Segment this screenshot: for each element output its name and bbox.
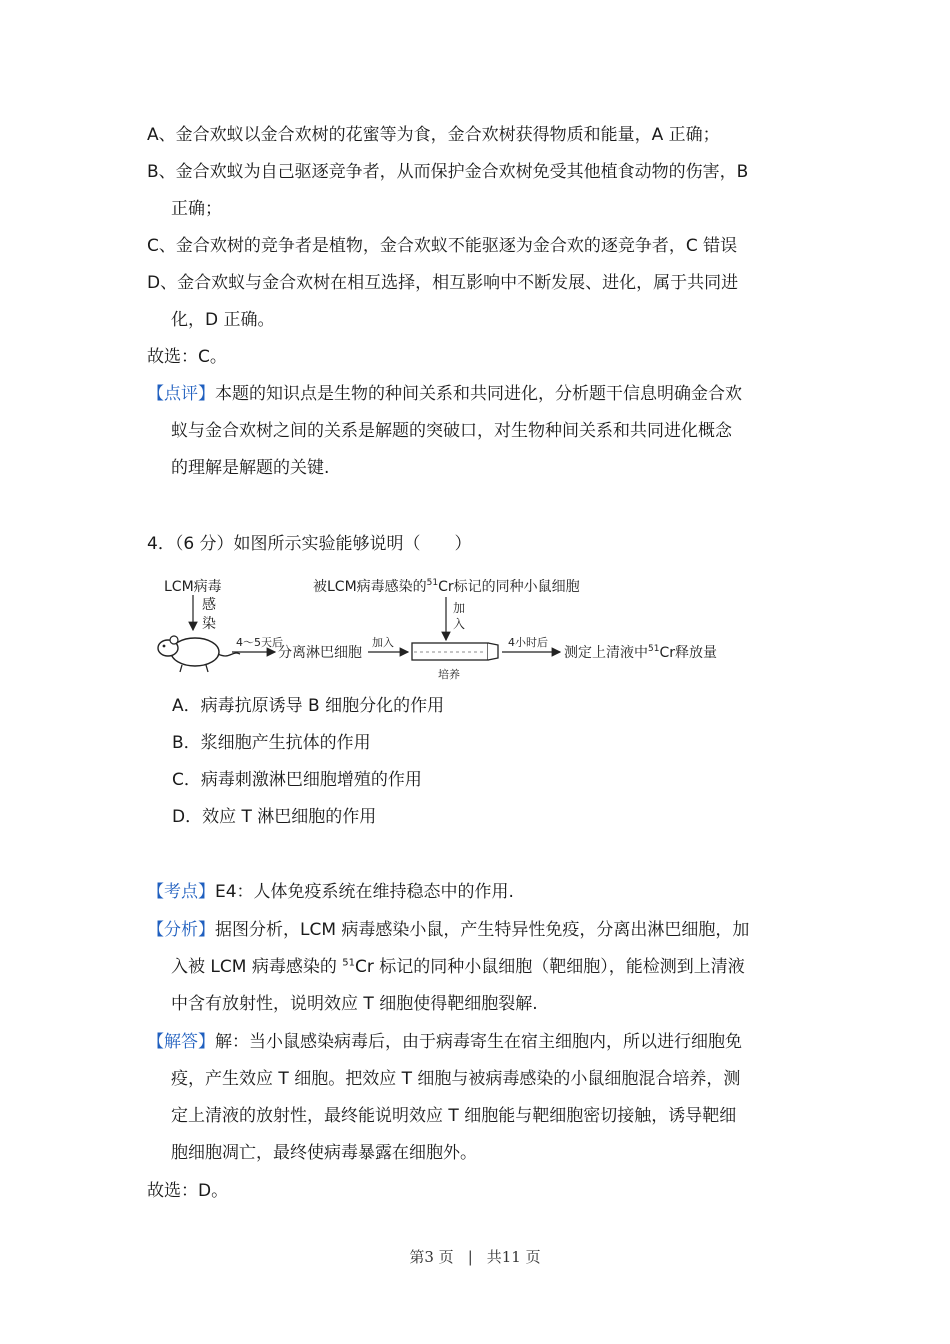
page-number: 第3 页	[409, 1248, 454, 1266]
option-d: D．效应 T 淋巴细胞的作用	[172, 807, 377, 827]
jieda-line-4: 胞细胞凋亡，最终使病毒暴露在细胞外。	[171, 1143, 477, 1163]
hours-label: 4小时后	[508, 636, 548, 649]
comment-line-3: 的理解是解题的关键.	[171, 458, 330, 478]
explanation-b: B、金合欢蚁为自己驱逐竞争者，从而保护金合欢树免受其他植食动物的伤害，B	[147, 162, 749, 182]
kaodian-tag: 【考点】	[147, 882, 215, 902]
culture-tube-icon	[412, 643, 498, 660]
separate-label: 分离淋巴细胞	[278, 645, 362, 661]
explanation-d-cont: 化，D 正确。	[171, 310, 275, 330]
infect-label-1: 感	[202, 597, 216, 613]
jieda-line-2: 疫，产生效应 T 细胞。把效应 T 细胞与被病毒感染的小鼠细胞混合培养，测	[171, 1069, 741, 1089]
kaodian-line: 【考点】E4：人体免疫系统在维持稳态中的作用.	[147, 882, 514, 902]
footer-divider: |	[467, 1248, 473, 1266]
explanation-b-cont: 正确；	[171, 199, 222, 219]
answer-choice-4: 故选：D。	[147, 1181, 229, 1201]
comment-line-1: 【点评】本题的知识点是生物的种间关系和共同进化，分析题干信息明确金合欢	[147, 384, 742, 404]
fenxi-line-1: 【分析】据图分析，LCM 病毒感染小鼠，产生特异性免疫，分离出淋巴细胞，加	[147, 920, 750, 940]
fenxi-line-3: 中含有放射性，说明效应 T 细胞使得靶细胞裂解.	[171, 994, 538, 1014]
question-stem: 4．（6 分）如图所示实验能够说明（ ）	[147, 534, 472, 554]
explanation-c: C、金合欢树的竞争者是植物，金合欢蚁不能驱逐为金合欢的逐竞争者，C 错误	[147, 236, 738, 256]
mouse-icon	[158, 636, 240, 672]
days-label: 4～5天后	[236, 636, 283, 649]
add-label: 加入	[372, 636, 394, 649]
culture-label: 培养	[438, 668, 460, 681]
measure-label: 测定上清液中$^{51}$Cr释放量	[564, 644, 717, 661]
fenxi-line-2: 入被 LCM 病毒感染的 $^{51}$Cr 标记的同种小鼠细胞（靶细胞），能检测到上清液	[171, 957, 745, 977]
target-add-label-2: 入	[453, 617, 466, 631]
jieda-line-1: 【解答】解：当小鼠感染病毒后，由于病毒寄生在宿主细胞内，所以进行细胞免	[147, 1032, 742, 1052]
answer-choice-3: 故选：C。	[147, 347, 227, 367]
fenxi-tag: 【分析】	[147, 920, 215, 940]
experiment-diagram	[150, 570, 750, 682]
explanation-d: D、金合欢蚁与金合欢树在相互选择，相互影响中不断发展、进化，属于共同进	[147, 273, 739, 293]
option-a: A．病毒抗原诱导 B 细胞分化的作用	[172, 696, 445, 716]
page-footer	[0, 1246, 950, 1267]
virus-label: LCM病毒	[164, 579, 222, 595]
jieda-tag: 【解答】	[147, 1032, 215, 1052]
target-add-label-1: 加	[453, 601, 466, 615]
jieda-line-3: 定上清液的放射性，最终能说明效应 T 细胞能与靶细胞密切接触，诱导靶细	[171, 1106, 737, 1126]
target-cell-label: 被LCM病毒感染的$^{51}$Cr标记的同种小鼠细胞	[313, 578, 580, 595]
explanation-a: A、金合欢蚁以金合欢树的花蜜等为食，金合欢树获得物质和能量，A 正确；	[147, 125, 720, 145]
option-b: B．浆细胞产生抗体的作用	[172, 733, 371, 753]
comment-line-2: 蚁与金合欢树之间的关系是解题的突破口，对生物种间关系和共同进化概念	[171, 421, 732, 441]
comment-tag: 【点评】	[147, 384, 215, 404]
infect-label-2: 染	[202, 616, 216, 632]
option-c: C．病毒刺激淋巴细胞增殖的作用	[172, 770, 422, 790]
page-total: 共11 页	[486, 1248, 541, 1266]
